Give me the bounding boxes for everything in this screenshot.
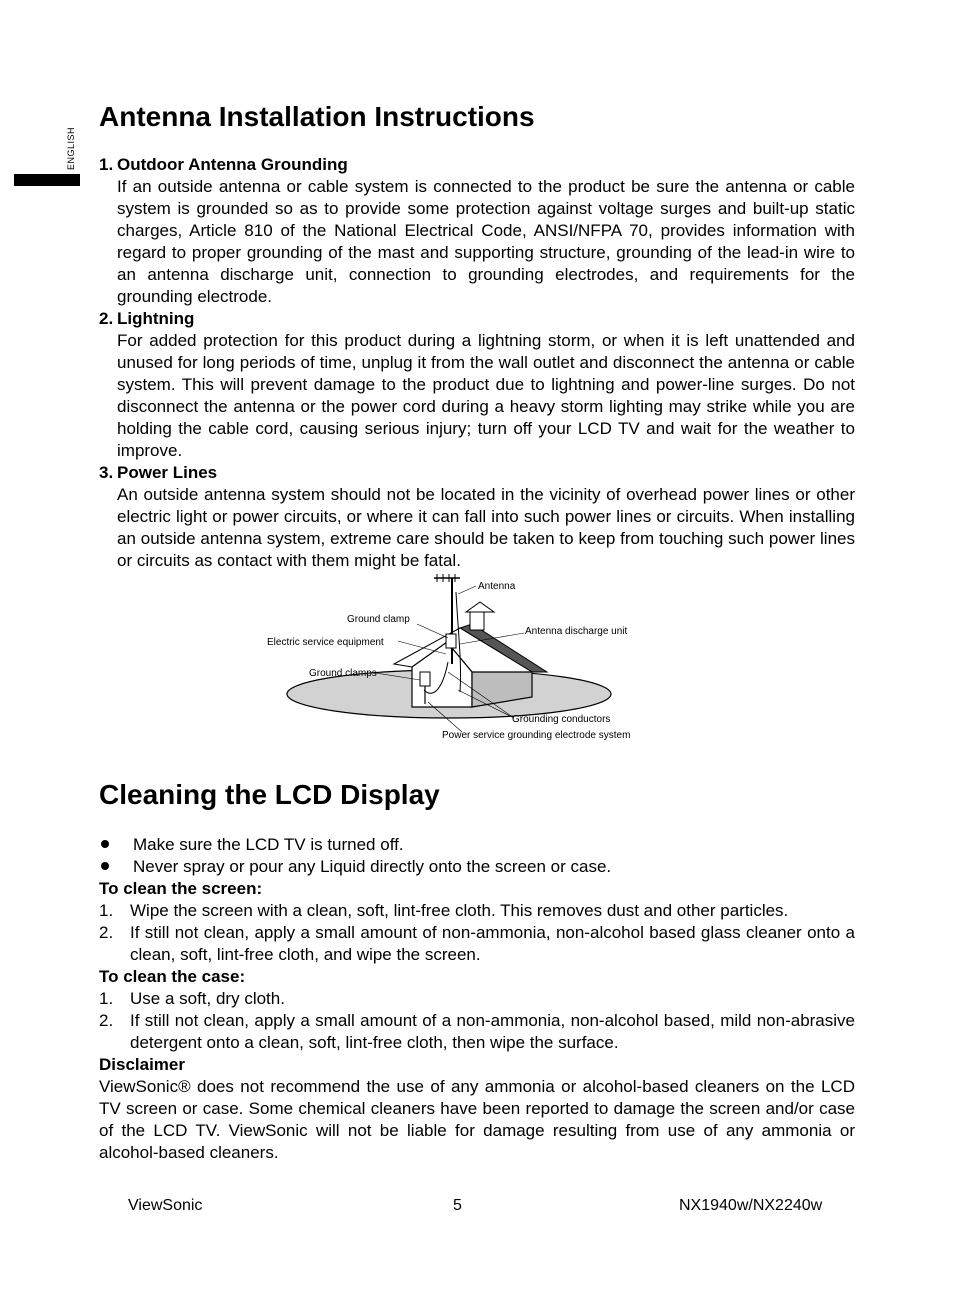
section-number: 3.	[99, 463, 114, 482]
chimney	[470, 610, 484, 630]
footer-brand: ViewSonic	[128, 1197, 203, 1214]
cleaning-title: Cleaning the LCD Display	[99, 779, 440, 810]
section-lightning	[99, 308, 855, 462]
cleaning-content	[99, 834, 855, 1164]
antenna-grounding-diagram	[262, 572, 662, 748]
diagram-label-ground-clamps: Ground clamps	[309, 668, 377, 679]
bullet-text: Never spray or pour any Liquid directly onto the screen or case.	[133, 857, 612, 876]
section-text: An outside antenna system should not be located in the vicinity of overhead power lines or other electric light or power circuits, or where it can fall into such power lines or circuits. When installing an outside antenna system, extreme care should be taken to keep from touching such power lines or circuits as contact with them might be fatal.	[117, 485, 855, 570]
section-power-lines	[99, 462, 855, 572]
case-heading: To clean the case:	[99, 967, 246, 986]
chimney-cap	[466, 602, 494, 612]
step-number: 2.	[99, 923, 114, 942]
step-number: 1.	[99, 901, 114, 920]
disclaimer-text: ViewSonic® does not recommend the use of any ammonia or alcohol-based cleaners on the LCD TV screen or case. Some chemical cleaners have been reported to damage the screen and/or case of the LCD TV. ViewSonic will not be liable for damage resulting from use of any ammonia or alcohol-based cleaners.	[99, 1077, 855, 1162]
section-grounding	[99, 154, 855, 308]
diagram-label-discharge-unit: Antenna discharge unit	[525, 626, 628, 637]
discharge-unit	[446, 634, 456, 648]
language-tab-marker	[14, 174, 80, 186]
step-number: 2.	[99, 1011, 114, 1030]
section-text: If an outside antenna or cable system is connected to the product be sure the antenna or cable system is grounded so as to provide some protection against voltage surges and built-up static charges, Article 810 of the National Electrical Code, ANSI/NFPA 70, provides information with regard to proper grounding of the mast and supporting structure, grounding of the lead-in wire to an antenna discharge unit, connection to grounding electrodes, and requirements for the grounding electrode.	[117, 177, 855, 306]
section-text: For added protection for this product during a lightning storm, or when it is left unattended and unused for long periods of time, unplug it from the wall outlet and disconnect the antenna or cable system. This will prevent damage to the product due to lightning and power-line surges. Do not disconnect the antenna or the power cord during a heavy storm lighting may strike while you are holding the cable cord, causing serious injury; turn off your LCD TV and wait for the weather to improve.	[117, 331, 855, 460]
language-label: ENGLISH	[66, 126, 76, 170]
list-item	[99, 834, 855, 856]
section-heading: Lightning	[117, 309, 195, 328]
section-heading: Outdoor Antenna Grounding	[117, 155, 348, 174]
antenna-title: Antenna Installation Instructions	[99, 101, 535, 132]
diagram-label-electric-service: Electric service equipment	[267, 637, 384, 648]
screen-heading: To clean the screen:	[99, 879, 263, 898]
footer-page-number: 5	[453, 1197, 462, 1214]
diagram-label-antenna: Antenna	[478, 581, 516, 592]
section-heading: Power Lines	[117, 463, 218, 482]
bullet-icon	[99, 834, 133, 856]
antenna-sections	[99, 154, 855, 572]
list-item	[99, 922, 855, 966]
diagram-label-electrode-system: Power service grounding electrode system	[442, 730, 631, 741]
bullet-text: Make sure the LCD TV is turned off.	[133, 835, 404, 854]
list-item	[99, 900, 855, 922]
footer-model: NX1940w/NX2240w	[679, 1197, 823, 1214]
section-number: 2.	[99, 309, 114, 328]
list-item	[99, 988, 855, 1010]
diagram-label-grounding-conductors: Grounding conductors	[512, 714, 611, 725]
service-box	[420, 672, 430, 686]
diagram-label-ground-clamp: Ground clamp	[347, 614, 410, 625]
bullet-icon	[99, 856, 133, 878]
list-item	[99, 856, 855, 878]
step-text: If still not clean, apply a small amount of non-ammonia, non-alcohol based glass cleaner onto a clean, soft, lint-free cloth, and wipe the screen.	[130, 923, 855, 964]
step-text: If still not clean, apply a small amount of a non-ammonia, non-alcohol based, mild non-abrasive detergent onto a clean, soft, lint-free cloth, then wipe the surface.	[130, 1011, 855, 1052]
disclaimer-heading: Disclaimer	[99, 1055, 185, 1074]
step-text: Use a soft, dry cloth.	[130, 989, 285, 1008]
step-number: 1.	[99, 989, 114, 1008]
step-text: Wipe the screen with a clean, soft, lint-free cloth. This removes dust and other particles.	[130, 901, 789, 920]
section-number: 1.	[99, 155, 114, 174]
list-item	[99, 1010, 855, 1054]
